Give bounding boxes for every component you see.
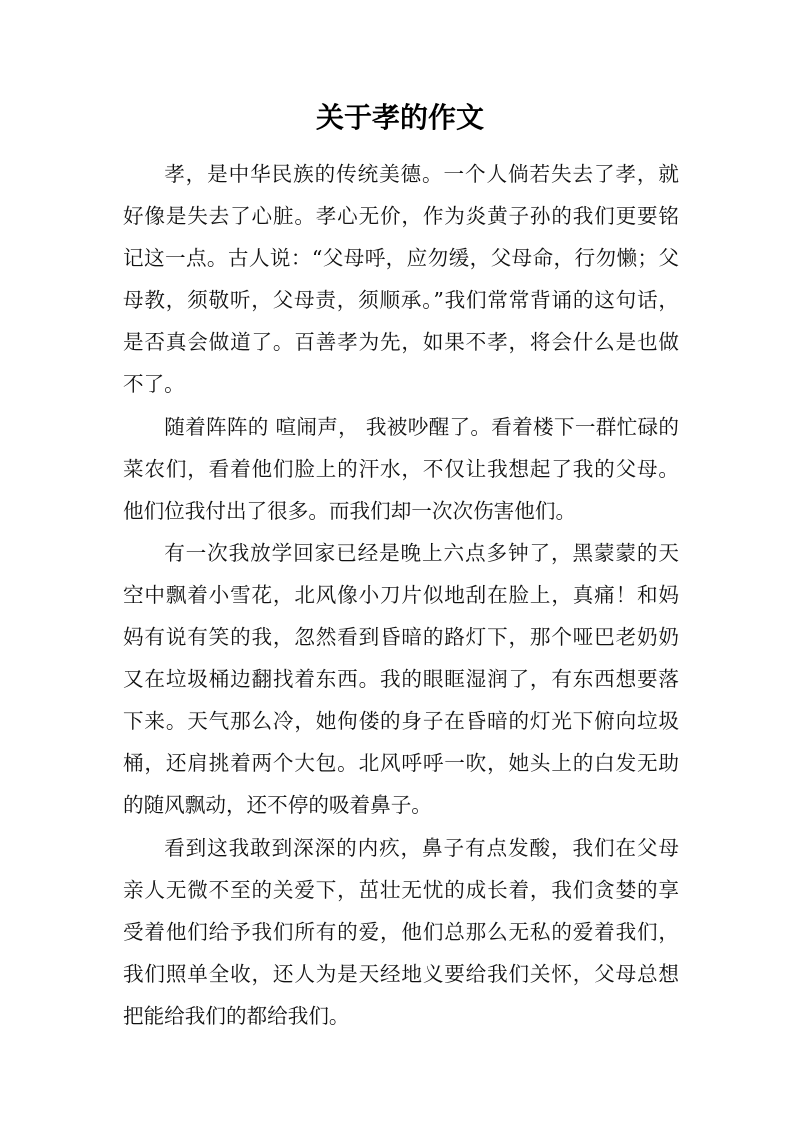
paragraph-3: 有一次我放学回家已经是晚上六点多钟了，黑蒙蒙的天空中飘着小雪花，北风像小刀片似地刮在脸上，真痛！和妈妈有说有笑的我，忽然看到昏暗的路灯下，那个哑巴老奶奶又在垃圾桶边翻找着东西。我的眼眶湿润了，有东西想要落下来。天气那么冷，她佝偻的身子在昏暗的灯光下俯向垃圾桶，还肩挑着两个大包。北风呼呼一吹，她头上的白发无助的随风飘动，还不停的吸着鼻子。 xyxy=(123,540,679,818)
essay-body xyxy=(123,153,679,1037)
paragraph-4: 看到这我敢到深深的内疚，鼻子有点发酸，我们在父母亲人无微不至的关爱下，茁壮无忧的成长着，我们贪婪的享受着他们给予我们所有的爱，他们总那么无私的爱着我们，我们照单全收，还人为是天经地义要给我们关怀，父母总想把能给我们的都给我们。 xyxy=(123,835,679,1028)
document-title: 关于孝的作文 xyxy=(315,101,484,134)
paragraph-1: 孝，是中华民族的传统美德。一个人倘若失去了孝，就好像是失去了心脏。孝心无价，作为炎黄子孙的我们更要铭记这一点。古人说：“父母呼，应勿缓，父母命，行勿懒；父母教，须敬听，父母责，须顺承。”我们常常背诵的这句话，是否真会做道了。百善孝为先，如果不孝，将会什么是也做不了。 xyxy=(123,162,679,397)
paragraph-2: 随着阵阵的 喧闹声， 我被吵醒了。看着楼下一群忙碌的菜农们，看着他们脸上的汗水，不仅让我想起了我的父母。他们位我付出了很多。而我们却一次次伤害他们。 xyxy=(123,414,679,523)
